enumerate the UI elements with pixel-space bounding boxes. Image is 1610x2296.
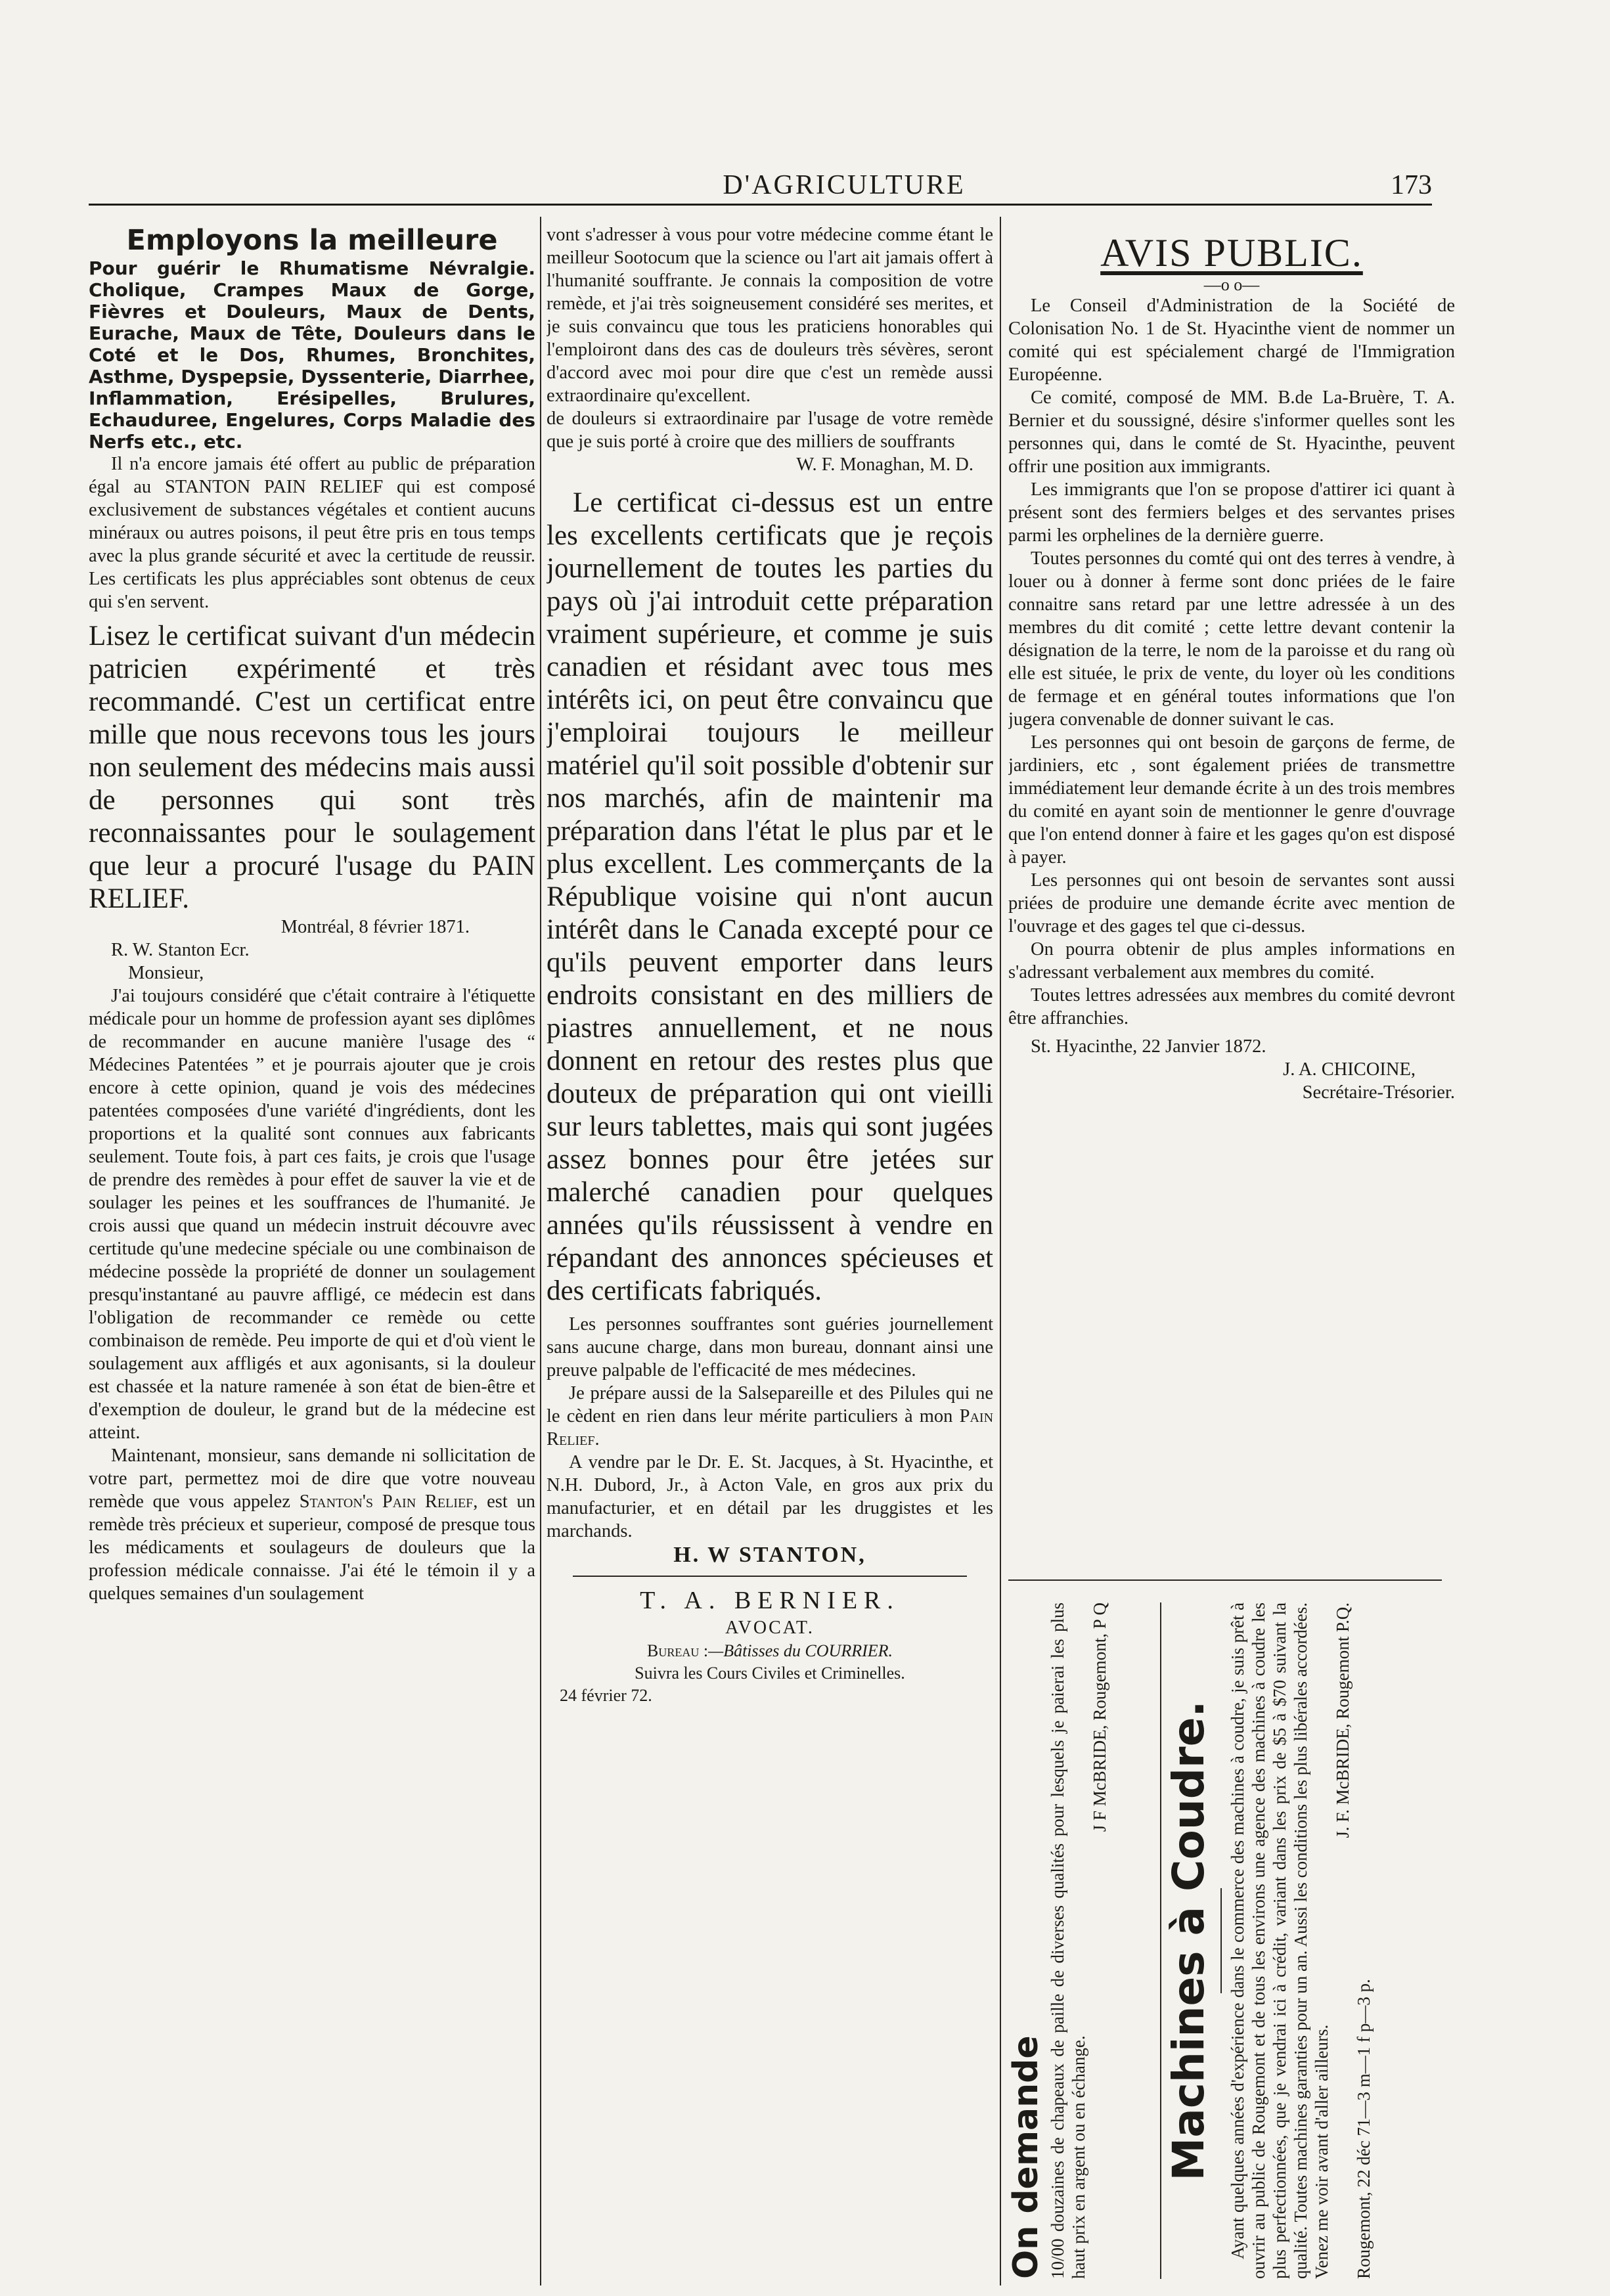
on-demande-title: On demande — [1006, 2035, 1046, 2279]
avis-title: AVIS PUBLIC. — [1100, 231, 1363, 275]
dateline: Montréal, 8 février 1871. — [280, 917, 470, 937]
paragraph-salsepareille: Je prépare aussi de la Salsepareille et des Pilules qui ne le cèdent en rien dans leur mérite particuliers à mon Pain Relief. — [547, 1383, 993, 1449]
machines-rule — [1220, 1888, 1222, 1993]
machines-a-coudre-ad — [1163, 1602, 1439, 2279]
page-number: 173 — [1391, 170, 1432, 200]
avis-paragraph-5: Les personnes qui ont besoin de garçons de ferme, de jardiniers, etc , sont également priées de transmettre immédiatement leur demande écrite à un des trois membres du comité en ayant soin de mentionner le genre d'ouvrage que l'on entend donner à faire et les gages qu'on est disposé à payer. — [1008, 732, 1455, 868]
lisez-brand: PAIN RELIEF. — [89, 850, 535, 914]
running-head — [89, 169, 1432, 208]
avis-dateline: St. Hyacinthe, 22 Janvier 1872. — [1031, 1036, 1266, 1057]
certificate-paragraph: Le certificat ci-dessus est un entre les excellents certificats que je reçois journellement de toutes les parties du pays où j'ai introduit cette préparation vraiment supérieure, et comme je suis canadien et résidant avec tous mes intérêts ici, on peut être convaincu que j'emploirai toujours le meilleur matériel qu'il soit possible d'obtenir sur nos marchés, afin de maintenir ma préparation dans l'état le plus par et le plus excellent. Les commerçants de la République voisine qui n'ont aucun intérêt dans le Canada excepté pour ce qu'ils peuvent emporter dans leurs endroits consistant en des milliers de piastres annuellement, et ne nous donnent en retour des restes plus que douteux de préparation qui ont vieilli sur leurs tablettes, mais qui sont jugées assez bonnes pour être jetées sur malerché canadien pour quelques années qu'ils réussissent à vendre en répandant des annonces spécieuses et des certificats fabriqués. — [547, 487, 993, 1306]
avis-paragraph-2: Ce comité, composé de MM. B.de La-Bruère, T. A. Bernier et du soussigné, désire s'informer quelles sont les personnes qui, dans le comté de St. Hyacinthe, peuvent offrir une position aux immigrants. — [1008, 387, 1455, 477]
card-date: 24 février 72. — [560, 1686, 652, 1705]
letter-paragraph-2-text: Maintenant, monsieur, sans demande ni sollicitation de votre part, permettez moi de dire que votre nouveau remède que vous appelez — [89, 1446, 535, 1512]
card-rule — [573, 1576, 967, 1577]
avis-paragraph-1: Le Conseil d'Administration de la Société de Colonisation No. 1 de St. Hyacinthe vient de nommer un comité qui est spécialement chargé de l'Immigration Européenne. — [1008, 296, 1455, 385]
column-rule-1 — [540, 217, 541, 2285]
card-bureau-text: —Bâtisses du COURRIER. — [708, 1641, 893, 1660]
paragraph-a-vendre: A vendre par le Dr. E. St. Jacques, à St. Hyacinthe, et N.H. Dubord, Jr., à Acton Vale, en gros aux prix du manufacturier, et en détail par les druggistes et les marchands. — [547, 1452, 993, 1541]
card-cours: Suivra les Cours Civiles et Criminelles. — [635, 1664, 905, 1683]
column-rule-2 — [1000, 217, 1001, 2285]
avis-paragraph-7: On pourra obtenir de plus amples informations en s'adressant verbalement aux membres du comité. — [1008, 939, 1455, 982]
on-demande-ad-content — [1005, 1602, 1156, 2279]
avis-paragraph-4: Toutes personnes du comté qui ont des terres à vendre, à louer ou à donner à ferme sont donc priées de le faire connaitre sans retard par une lettre adressée à un des membres du dit comité ; cette lettre devant contenir la désignation de la terre, le nom de la paroisse et du rang où elle est située, le prix de vente, du loyer où les conditions de fermage et en général toutes informations que l'on jugera convenable de donner suivant le cas. — [1008, 548, 1455, 730]
avis-subtitle: —o o— — [1203, 275, 1260, 294]
on-demande-ad — [1005, 1602, 1156, 2279]
avis-signature: J. A. CHICOINE, — [1283, 1059, 1416, 1080]
avis-role: Secrétaire-Trésorier. — [1302, 1082, 1455, 1103]
lisez-paragraph — [89, 620, 535, 916]
machines-signature: J. F. McBRIDE, Rougemont P.Q. — [1333, 1602, 1353, 1838]
ailments-list: Pour guérir le Rhumatisme Névralgie. Cholique, Crampes Maux de Gorge, Fièvres et Douleurs, Maux de Dents, Eurache, Maux de Tête, Douleurs dans le Coté et le Dos, Rhumes, Bronchites, Asthme, Dyspepsie, Dyssenterie, Diarrhee, Inflammation, Erésipelles, Brulures, Echauduree, Engelures, Corps Maladie des Nerfs etc., etc. — [89, 257, 535, 453]
avis-paragraph-8: Toutes lettres adressées aux membres du comité devront être affranchies. — [1008, 985, 1455, 1028]
running-title: D'AGRICULTURE — [723, 170, 966, 200]
ads-top-rule — [1008, 1579, 1442, 1581]
column-avis-public — [1008, 230, 1455, 1570]
on-demande-signature: J F McBRIDE, Rougemont, P Q — [1090, 1602, 1109, 1832]
salutation: Monsieur, — [128, 963, 204, 983]
letter-paragraph-2-brand: Stanton's Pain Relief — [299, 1491, 474, 1512]
headline: Employons la meilleure — [126, 224, 498, 257]
paragraph-salsepareille-brand: Pain Relief — [547, 1406, 993, 1449]
column-pain-relief-ad — [89, 223, 535, 2285]
machines-date: Rougemont, 22 déc 71—3 m—1 f p—3 p. — [1354, 1979, 1374, 2279]
paragraph-salsepareille-text: Je prépare aussi de la Salsepareille et des Pilules qui ne le cèdent en rien dans leur mérite particuliers à mon — [547, 1383, 993, 1426]
continued-paragraph: vont s'adresser à vous pour votre médecine comme étant le meilleur Sootocum que la science ou l'art ait jamais offert à l'humanité souffrante. Je connais la composition de votre remède, et j'ai très soigneusement considéré ses merites, et je suis convaincu que tous les praticiens honorables qui l'emploiront dans des cas de douleurs très sévères, seront d'accord avec moi pour dire que c'est un remède aussi extraordinaire qu'excellent. — [547, 225, 993, 406]
machines-body: Ayant quelques années d'expérience dans le commerce des machines à coudre, je suis prêt à ouvrir au public de Rougemont et de tous les environs une agence des machines à coudre les plus perfectionnées, que je vendrai ici à crédit, variant dans les prix de $5 à $70 suivant la qualité. Toutes machines garanties pour un an. Aussi les conditions les plus libérales accordées. Venez me voir avant d'aller ailleurs. — [1228, 1602, 1331, 2279]
avis-paragraph-6: Les personnes qui ont besoin de servantes sont aussi priées de produire une demande écrite avec mention de l'ouvrage et des gages tel que ci-dessus. — [1008, 870, 1455, 937]
stanton-signature: H. W STANTON, — [673, 1543, 866, 1567]
ads-separator — [1160, 1602, 1161, 2279]
letter-paragraph-2-rest: , est un remède très précieux et superieur, composé de presque tous les médicaments et soulageurs de douleurs que la profession médicale connaisse. J'ai été le témoin il y a quelques semaines d'un soulagement — [89, 1491, 535, 1604]
card-title: AVOCAT. — [725, 1618, 815, 1638]
letter-paragraph-2 — [89, 1444, 535, 1605]
head-rule — [89, 204, 1432, 206]
lisez-text: Lisez le certificat suivant d'un médecin patricien expérimenté et très recommandé. C'est un certificat entre mille que nous recevons tous les jours non seulement des médecins mais aussi de personnes qui sont très reconnaissantes pour le soulagement que leur a procuré l'usage du — [89, 621, 535, 881]
bernier-card — [547, 1585, 993, 1707]
on-demande-body: 10/00 douzaines de chapeaux de paille de diverses qualités pour lesquels je paierai les plus haut prix en argent ou en échange. — [1048, 1602, 1088, 2279]
doctor-signature: W. F. Monaghan, M. D. — [796, 454, 973, 475]
intro-paragraph: Il n'a encore jamais été offert au public de préparation égal au STANTON PAIN RELIEF qui est composé exclusivement de substances végétales et contient aucuns minéraux ou autres poisons, il peut être pris en tous temps avec la plus grande sécurité et avec la certitude de reussir. Les certificats les plus appréciables sont obtenus de ceux qui s'en servent. — [89, 454, 535, 612]
machines-a-coudre-ad-content — [1163, 1602, 1439, 2279]
card-name: T. A. BERNIER. — [640, 1587, 900, 1614]
column-certificate — [547, 223, 993, 2285]
addressee: R. W. Stanton Ecr. — [111, 940, 250, 960]
letter-paragraph-1: J'ai toujours considéré que c'était contraire à l'étiquette médicale pour un homme de profession ayant ses diplômes de recommander en aucune manière l'usage des “ Médecines Patentées ” et je pourrais ajouter que je crois encore à cette opinion, quand je vois des médecines patentées composées d'une variété d'ingrédients, dont les proportions et la qualité sont connues aux fabricants seulement. Toute fois, à part ces faits, je crois que l'usage de prendre des remèdes à pour effet de sauver la vie et de soulager les peines et les souffrances de l'humanité. Je crois aussi que quand un médecin instruit découvre avec certitude qu'une medecine spéciale ou une combinaison de médecine possède la propriété de donner un soulagement presqu'instantané au pauvre affligé, ce médecin est dans l'obligation de recommander ce remède ou cette combinaison de remède. Peu importe de qui et d'où vient le soulagement aux affligés et aux agonisants, si la douleur est chassée et la nature ramenée à son état de bien-être et d'exemption de douleur, le grand but de la médecine est atteint. — [89, 986, 535, 1443]
machines-title: Machines à Coudre. — [1163, 1700, 1214, 2181]
card-bureau-label: Bureau : — [647, 1641, 709, 1660]
card-bureau — [547, 1640, 993, 1662]
continued-paragraph-2: de douleurs si extraordinaire par l'usage de votre remède que je suis porté à croire que des milliers de souffrants — [547, 408, 993, 452]
paragraph-gueries: Les personnes souffrantes sont guéries journellement sans aucune charge, dans mon bureau, donnant ainsi une preuve palpable de l'efficacité de mes médecines. — [547, 1314, 993, 1380]
avis-paragraph-3: Les immigrants que l'on se propose d'attirer ici quant à présent sont des fermiers belges et des servantes prises parmi les orphelines de la dernière guerre. — [1008, 479, 1455, 546]
